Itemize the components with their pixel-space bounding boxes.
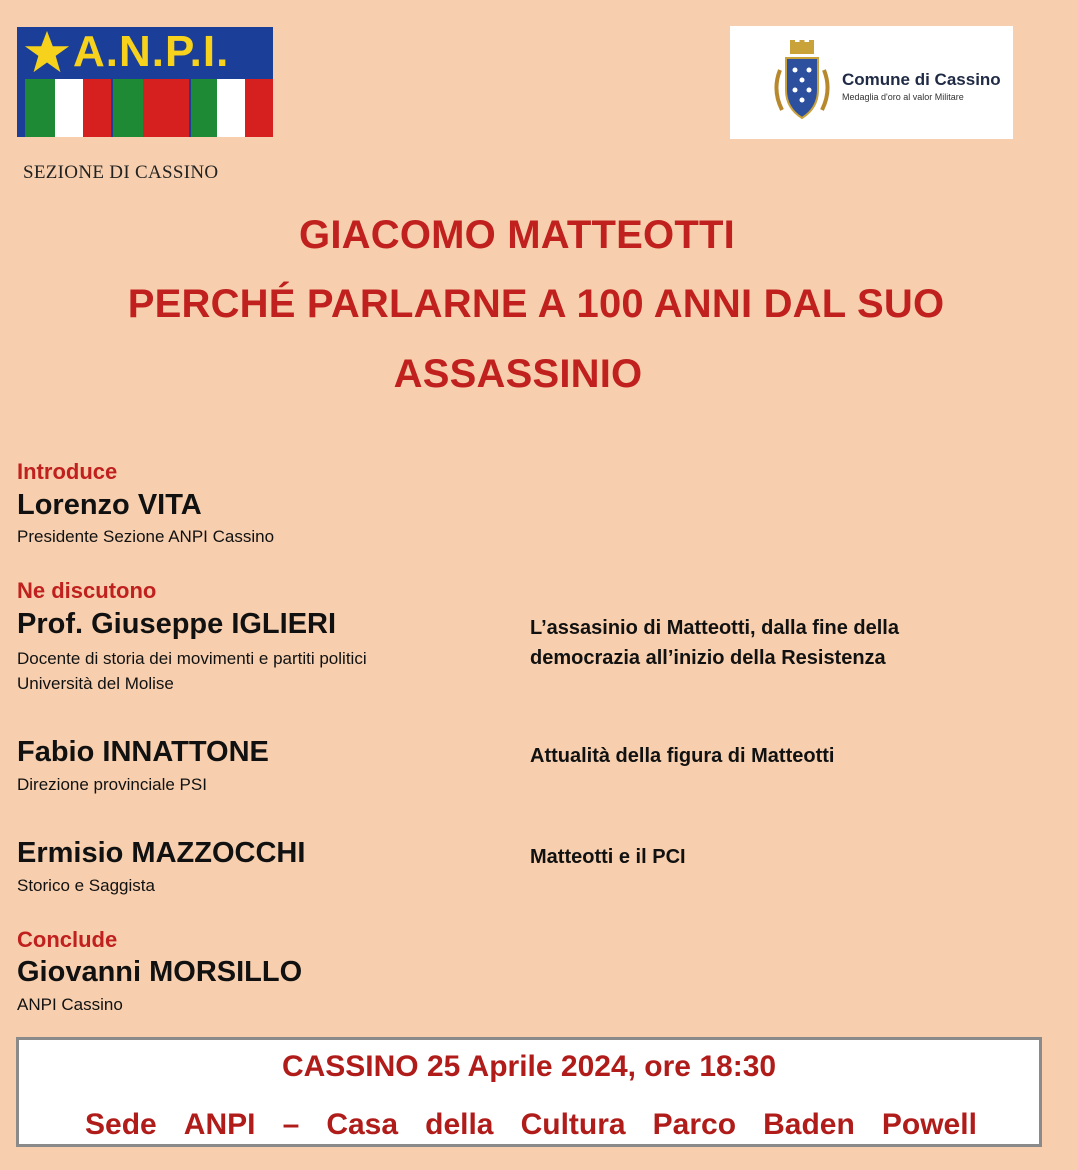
coat-of-arms-icon bbox=[770, 40, 834, 126]
title-line-1: GIACOMO MATTEOTTI bbox=[299, 213, 735, 257]
speaker-topic-iglieri-2: democrazia all’inizio della Resistenza bbox=[530, 647, 886, 669]
speaker-name-vita: Lorenzo VITA bbox=[17, 489, 202, 521]
venue-word: Baden bbox=[763, 1108, 855, 1141]
venue-word: della bbox=[425, 1108, 494, 1141]
speaker-topic-mazzocchi: Matteotti e il PCI bbox=[530, 846, 686, 868]
venue-word: Casa bbox=[326, 1108, 399, 1141]
italian-flags bbox=[17, 79, 273, 137]
speaker-name-mazzocchi: Ermisio MAZZOCCHI bbox=[17, 837, 306, 869]
venue-word: Powell bbox=[881, 1108, 977, 1141]
section-label: SEZIONE DI CASSINO bbox=[23, 162, 219, 183]
speaker-name-morsillo: Giovanni MORSILLO bbox=[17, 956, 303, 988]
role-discuss: Ne discutono bbox=[17, 578, 157, 603]
speaker-name-iglieri: Prof. Giuseppe IGLIERI bbox=[17, 608, 337, 640]
anpi-logo bbox=[17, 27, 273, 137]
venue-word: – bbox=[282, 1108, 300, 1141]
speaker-desc-mazzocchi: Storico e Saggista bbox=[17, 876, 155, 895]
event-info-box bbox=[16, 1037, 1042, 1147]
role-conclude: Conclude bbox=[17, 927, 118, 952]
speaker-desc-innattone: Direzione provinciale PSI bbox=[17, 775, 207, 794]
anpi-logo-text: A.N.P.I. bbox=[73, 27, 230, 76]
speaker-desc-iglieri-1: Docente di storia dei movimenti e partiti politici bbox=[17, 649, 367, 668]
title-line-2: PERCHÉ PARLARNE A 100 ANNI DAL SUO bbox=[127, 282, 945, 326]
title-line-3: ASSASSINIO bbox=[393, 352, 643, 396]
venue-word: ANPI bbox=[183, 1108, 256, 1141]
role-introduce: Introduce bbox=[17, 459, 118, 484]
speaker-desc-iglieri-2: Università del Molise bbox=[17, 674, 174, 693]
event-venue bbox=[85, 1108, 977, 1142]
venue-word: Sede bbox=[85, 1108, 157, 1141]
star-icon bbox=[23, 28, 71, 76]
comune-name: Comune di Cassino bbox=[842, 70, 1001, 89]
speaker-desc-vita: Presidente Sezione ANPI Cassino bbox=[17, 527, 275, 546]
speaker-topic-iglieri-1: L’assasinio di Matteotti, dalla fine della bbox=[530, 617, 899, 639]
speaker-desc-morsillo: ANPI Cassino bbox=[17, 995, 123, 1014]
venue-word: Cultura bbox=[520, 1108, 626, 1141]
event-date-time: CASSINO 25 Aprile 2024, ore 18:30 bbox=[281, 1050, 777, 1083]
comune-subtitle: Medaglia d'oro al valor Militare bbox=[842, 92, 964, 102]
speaker-name-innattone: Fabio INNATTONE bbox=[17, 736, 269, 768]
venue-word: Parco bbox=[652, 1108, 737, 1141]
speaker-topic-innattone: Attualità della figura di Matteotti bbox=[530, 745, 835, 767]
comune-logo bbox=[730, 26, 1013, 139]
